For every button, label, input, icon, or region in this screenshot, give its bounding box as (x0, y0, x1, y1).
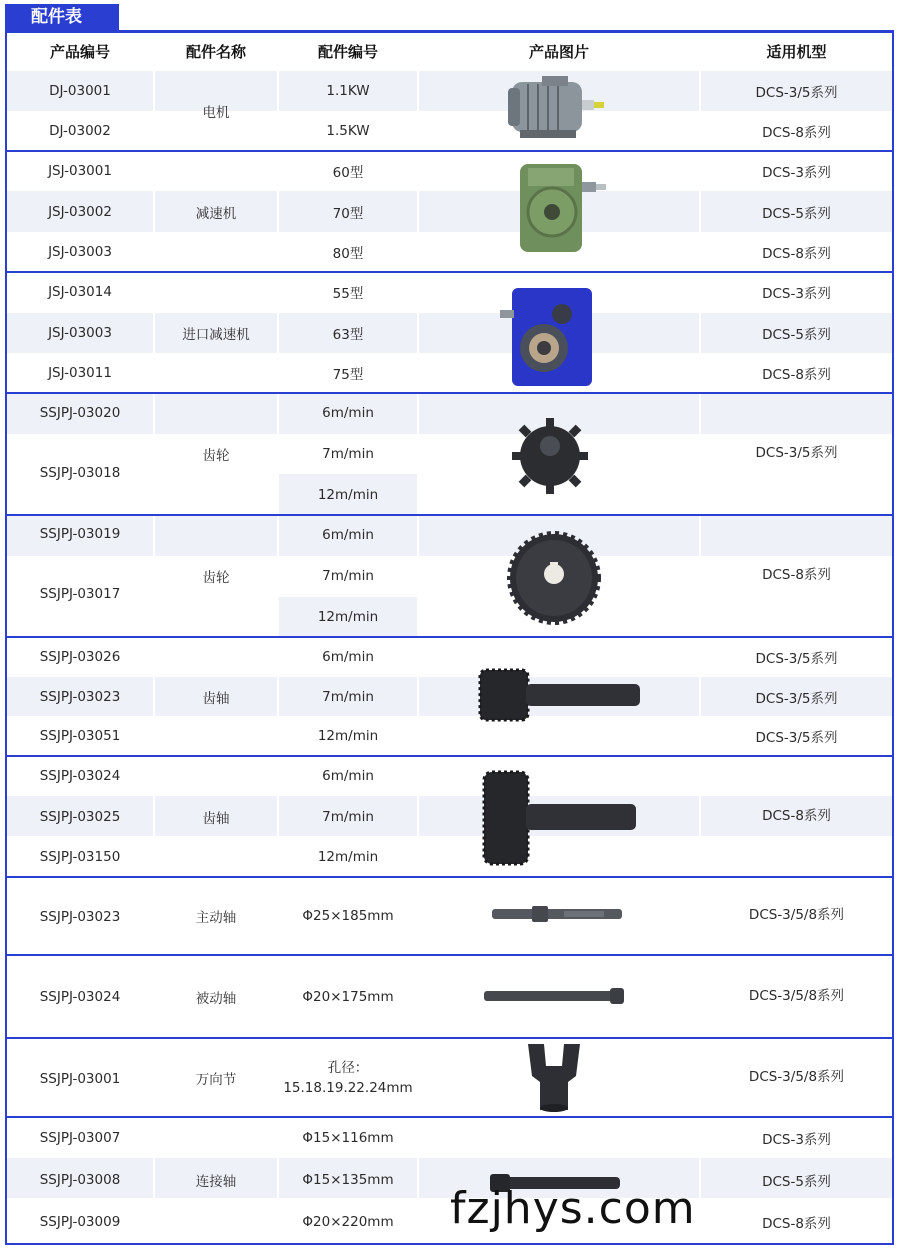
universal-joint-image (524, 1042, 584, 1114)
column-divider (417, 1038, 419, 1117)
part-number: 60型 (332, 165, 364, 182)
product-code: SSJPJ-03051 (39, 728, 121, 745)
part-number: Φ15×135mm (302, 1172, 394, 1188)
part-number: 6m/min (322, 527, 374, 544)
part-number: 12m/min (317, 728, 379, 745)
part-name: 进口减速机 (182, 326, 250, 343)
applicable-model: DCS-3系列 (762, 1132, 831, 1148)
product-code: SSJPJ-03019 (39, 526, 121, 542)
applicable-model: DCS-3/5/8系列 (748, 907, 845, 923)
gear-shaft-image (476, 666, 644, 722)
part-number: 1.5KW (326, 123, 370, 139)
product-code: SSJPJ-03024 (39, 768, 121, 785)
applicable-model: DCS-5系列 (762, 205, 831, 222)
group-divider (7, 150, 892, 152)
header-product-code: 产品编号 (49, 43, 110, 61)
part-name: 齿轴 (202, 810, 230, 827)
applicable-model: DCS-5系列 (762, 1174, 831, 1190)
applicable-model: DCS-3/5/8系列 (748, 1068, 845, 1085)
part-number: 12m/min (317, 608, 379, 625)
part-name: 被动轴 (195, 990, 237, 1007)
product-code: SSJPJ-03024 (39, 989, 121, 1005)
product-code: SSJPJ-03007 (39, 1130, 121, 1146)
group-divider (7, 514, 892, 516)
product-code: DJ-03002 (49, 123, 111, 139)
applicable-model: DCS-3/5系列 (755, 690, 838, 707)
part-number: Φ20×175mm (302, 988, 394, 1005)
applicable-model: DCS-3/5系列 (755, 730, 838, 747)
part-name: 减速机 (195, 205, 237, 222)
part-name: 齿轮 (202, 570, 230, 586)
product-code: SSJPJ-03023 (39, 688, 121, 705)
table-title: 配件表 (5, 4, 119, 30)
applicable-model: DCS-8系列 (762, 245, 831, 262)
group-divider (7, 636, 892, 638)
applicable-model: DCS-8系列 (762, 125, 831, 141)
column-divider (417, 756, 419, 877)
applicable-model: DCS-3/5/8系列 (748, 987, 845, 1004)
product-code: JSJ-03011 (48, 364, 112, 381)
group-divider (7, 876, 892, 878)
product-code: SSJPJ-03020 (39, 405, 121, 421)
applicable-model: DCS-5系列 (762, 326, 831, 343)
header-applicable-model: 适用机型 (766, 43, 827, 61)
part-number: 6m/min (322, 768, 374, 785)
part-number: Φ15×116mm (302, 1130, 394, 1146)
product-code: JSJ-03002 (48, 203, 112, 220)
applicable-model: DCS-8系列 (762, 1216, 831, 1232)
part-name: 齿轮 (202, 448, 230, 464)
part-number-line: 15.18.19.22.24mm (283, 1079, 413, 1096)
part-name: 主动轴 (195, 910, 237, 926)
motor-image (500, 74, 610, 146)
product-code: JSJ-03014 (48, 284, 112, 301)
part-number: 6m/min (322, 405, 374, 422)
part-number: 7m/min (322, 568, 374, 584)
product-code: SSJPJ-03026 (39, 648, 121, 665)
header-part-number: 配件编号 (317, 43, 378, 61)
part-number: 12m/min (317, 486, 379, 503)
group-divider (7, 954, 892, 956)
watermark-text: fzjhys.com (450, 1183, 696, 1234)
applicable-model: DCS-3/5系列 (755, 445, 838, 461)
group-divider (7, 392, 892, 394)
part-number: Φ20×220mm (302, 1214, 394, 1230)
column-divider (417, 71, 419, 151)
part-number: 6m/min (322, 648, 374, 665)
header-part-name: 配件名称 (185, 43, 246, 61)
column-divider (417, 515, 419, 637)
part-number: 7m/min (322, 688, 374, 705)
column-divider (417, 877, 419, 955)
product-code: SSJPJ-03150 (39, 848, 121, 865)
column-divider (417, 637, 419, 756)
product-code: JSJ-03003 (48, 243, 112, 260)
product-code: JSJ-03003 (48, 324, 112, 341)
part-number: 63型 (332, 326, 364, 343)
drive-shaft-image (490, 902, 626, 926)
part-number: 55型 (332, 286, 364, 303)
column-divider (417, 1117, 419, 1243)
part-number: 70型 (332, 205, 364, 222)
product-code: DJ-03001 (49, 83, 111, 99)
part-name: 连接轴 (195, 1174, 237, 1190)
product-code: SSJPJ-03001 (39, 1071, 121, 1087)
part-name: 电机 (202, 105, 230, 121)
column-divider (417, 272, 419, 393)
column-divider (417, 151, 419, 272)
part-number: Φ25×185mm (302, 908, 394, 924)
product-code: SSJPJ-03008 (39, 1172, 121, 1188)
part-number (279, 1050, 417, 1105)
part-number: 80型 (332, 245, 364, 262)
product-code: JSJ-03001 (48, 163, 112, 180)
group-divider (7, 1037, 892, 1039)
applicable-model: DCS-3系列 (762, 165, 831, 182)
applicable-model: DCS-8系列 (762, 807, 831, 824)
applicable-model: DCS-3/5系列 (755, 85, 838, 101)
part-name: 万向节 (195, 1071, 237, 1088)
applicable-model: DCS-8系列 (762, 366, 831, 383)
part-number: 7m/min (322, 808, 374, 825)
product-code: SSJPJ-03017 (39, 586, 121, 602)
part-number: 7m/min (322, 446, 374, 462)
large-gear-image (506, 530, 602, 626)
applicable-model: DCS-3/5系列 (755, 650, 838, 667)
large-gear-shaft-image (480, 770, 640, 866)
group-divider (7, 1116, 892, 1118)
blue-reducer-image (498, 284, 598, 390)
part-number: 12m/min (317, 848, 379, 865)
driven-shaft-image (482, 986, 628, 1006)
green-reducer-image (514, 158, 610, 258)
column-divider (417, 955, 419, 1038)
applicable-model: DCS-8系列 (762, 567, 831, 583)
part-number: 75型 (332, 366, 364, 383)
applicable-model: DCS-3系列 (762, 286, 831, 303)
product-code: SSJPJ-03025 (39, 808, 121, 825)
small-gear-image (512, 416, 588, 496)
group-divider (7, 755, 892, 757)
product-code: SSJPJ-03009 (39, 1214, 121, 1230)
group-divider (7, 271, 892, 273)
header-product-image: 产品图片 (528, 43, 589, 61)
product-code: SSJPJ-03023 (39, 909, 121, 925)
product-code: SSJPJ-03018 (39, 465, 121, 481)
column-divider (417, 393, 419, 515)
part-name: 齿轴 (202, 690, 230, 707)
part-number-line: 孔径： (327, 1059, 369, 1076)
part-number: 1.1KW (326, 83, 370, 99)
